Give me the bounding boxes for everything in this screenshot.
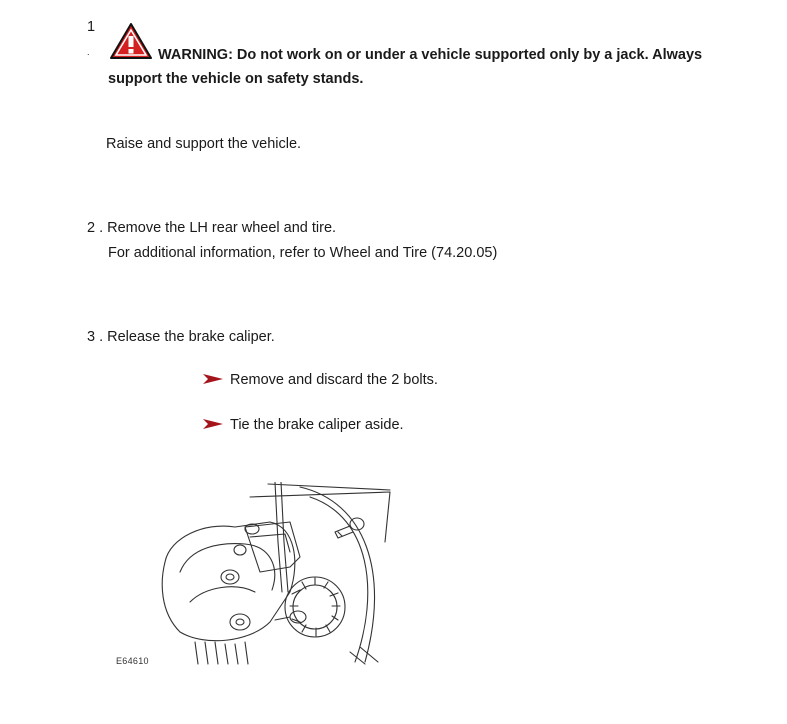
red-arrow-bullet-icon xyxy=(203,373,223,385)
step-2-reference: For additional information, refer to Wheel and Tire (74.20.05) xyxy=(108,245,498,261)
bullet-1-text: Remove and discard the 2 bolts. xyxy=(230,372,438,388)
warning-text-line-2: support the vehicle on safety stands. xyxy=(108,71,364,87)
illustration-code: E64610 xyxy=(116,656,149,666)
step-1-text: Raise and support the vehicle. xyxy=(106,136,302,152)
warning-icon xyxy=(109,22,153,60)
warning-text-line-1: WARNING: Do not work on or under a vehicle supported only by a jack. Always xyxy=(158,47,703,63)
bullet-2-text: Tie the brake caliper aside. xyxy=(230,417,404,433)
step-3-label: 3 . Release the brake caliper. xyxy=(87,329,275,345)
red-arrow-bullet-icon xyxy=(203,418,223,430)
brake-caliper-illustration xyxy=(150,482,400,667)
step-2-label: 2 . Remove the LH rear wheel and tire. xyxy=(87,220,337,236)
step-1-number: 1 xyxy=(87,19,96,35)
step-1-dot: . xyxy=(87,47,90,57)
